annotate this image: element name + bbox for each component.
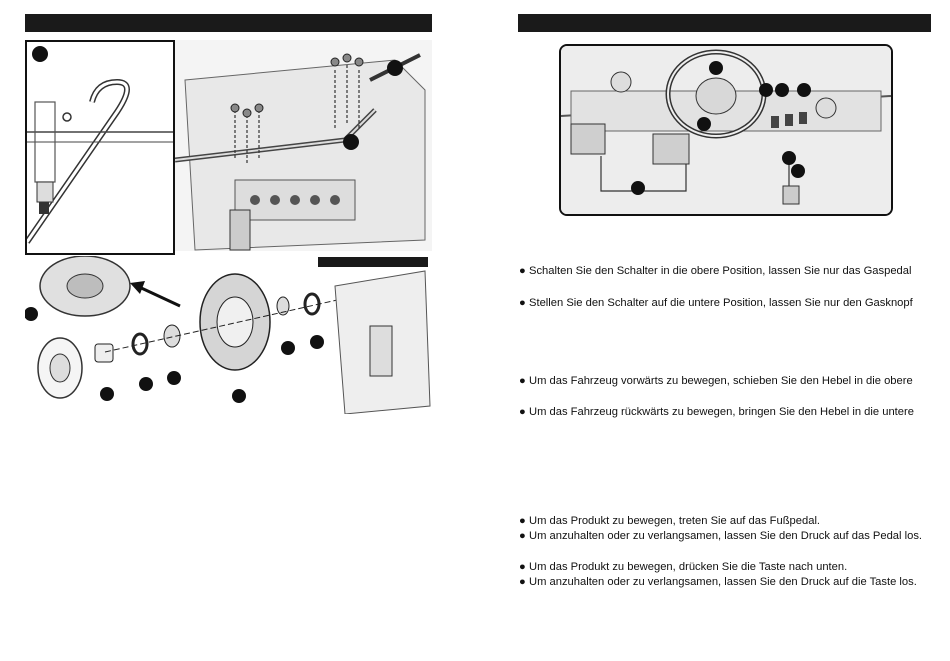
bullet: ● bbox=[519, 561, 526, 573]
callout-dot bbox=[782, 151, 796, 165]
instruction-text: Um das Produkt zu bewegen, drücken Sie die Taste nach unten. bbox=[529, 561, 848, 573]
instruction-switch-up bbox=[519, 265, 911, 278]
left-header-bar bbox=[25, 14, 432, 32]
figure-wheel-exploded bbox=[25, 256, 432, 414]
instruction-pedal-move bbox=[519, 515, 820, 528]
callout-dot bbox=[709, 61, 723, 75]
instruction-forward bbox=[519, 375, 913, 388]
instruction-text: Schalten Sie den Schalter in die obere Position, lassen Sie nur das Gaspedal bbox=[529, 265, 912, 277]
callout-dot bbox=[387, 60, 403, 76]
bullet: ● bbox=[519, 576, 526, 588]
callout-dot bbox=[791, 164, 805, 178]
callout-dot bbox=[631, 181, 645, 195]
right-header-bar bbox=[518, 14, 931, 32]
bullet: ● bbox=[519, 515, 526, 527]
callout-dot bbox=[139, 377, 153, 391]
callout-dot bbox=[32, 46, 48, 62]
instruction-button-move bbox=[519, 561, 847, 574]
callout-dot bbox=[25, 307, 38, 321]
instruction-text: Um das Produkt zu bewegen, treten Sie auf das Fußpedal. bbox=[529, 515, 821, 527]
instruction-text: Stellen Sie den Schalter auf die untere Position, lassen Sie nur den Gasknopf bbox=[529, 297, 913, 309]
instruction-text: Um anzuhalten oder zu verlangsamen, lassen Sie den Druck auf das Pedal los. bbox=[529, 530, 923, 542]
bullet: ● bbox=[519, 375, 526, 387]
instruction-pedal-stop bbox=[519, 530, 922, 543]
callout-dot bbox=[281, 341, 295, 355]
callout-dot bbox=[232, 389, 246, 403]
callout-dot bbox=[100, 387, 114, 401]
callout-dot bbox=[697, 117, 711, 131]
instruction-switch-down bbox=[519, 297, 913, 310]
callout-dot bbox=[797, 83, 811, 97]
callout-dot bbox=[310, 335, 324, 349]
figure-inset-steering-lock bbox=[25, 40, 175, 255]
callout-dot bbox=[343, 134, 359, 150]
bullet: ● bbox=[519, 406, 526, 418]
bullet: ● bbox=[519, 297, 526, 309]
instruction-reverse bbox=[519, 406, 914, 419]
instruction-text: Um das Fahrzeug vorwärts zu bewegen, schieben Sie den Hebel in die obere bbox=[529, 375, 913, 387]
callout-dot bbox=[759, 83, 773, 97]
figure-chassis-detail bbox=[175, 40, 432, 251]
instruction-button-stop bbox=[519, 576, 917, 589]
figure-dashboard bbox=[559, 44, 893, 216]
callout-dot bbox=[167, 371, 181, 385]
instruction-text: Um anzuhalten oder zu verlangsamen, lassen Sie den Druck auf die Taste los. bbox=[529, 576, 917, 588]
callout-dot bbox=[775, 83, 789, 97]
bullet: ● bbox=[519, 530, 526, 542]
bullet: ● bbox=[519, 265, 526, 277]
instruction-text: Um das Fahrzeug rückwärts zu bewegen, bringen Sie den Hebel in die untere bbox=[529, 406, 914, 418]
